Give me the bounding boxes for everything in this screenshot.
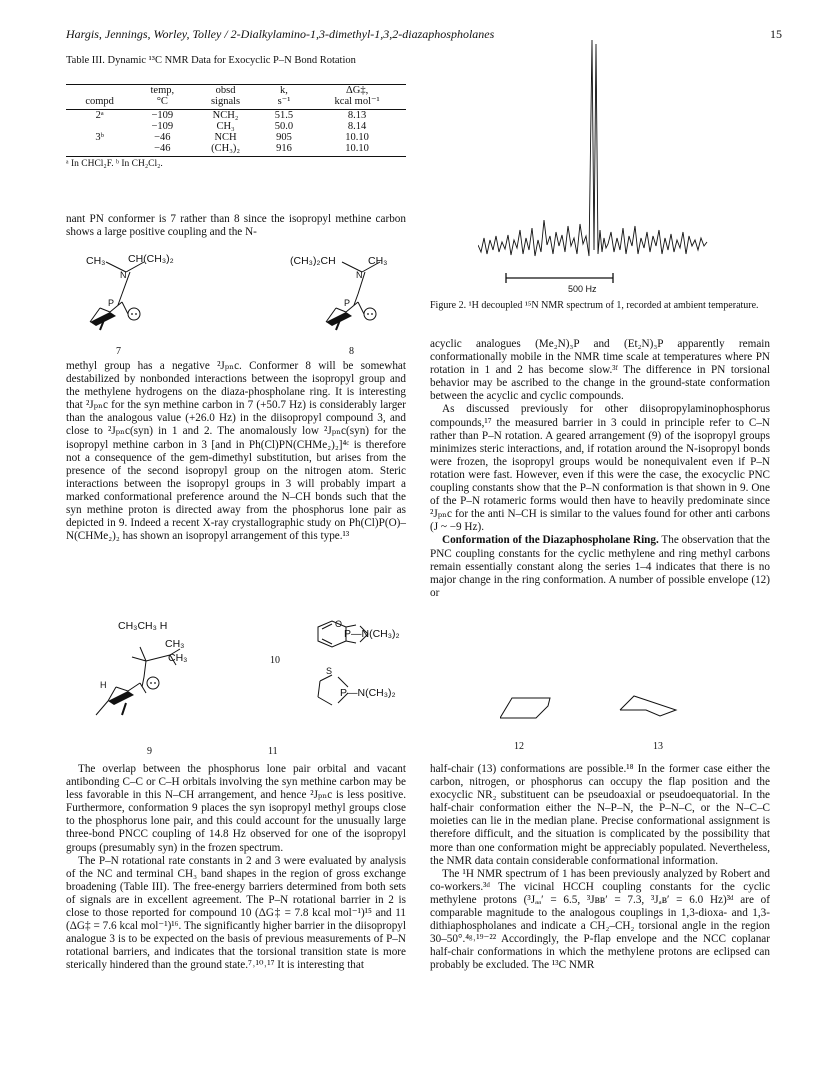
struct11-number: 11 xyxy=(268,746,278,757)
th-k-unit: s⁻¹ xyxy=(260,96,309,110)
paragraph: half-chair (13) conformations are possible.¹⁸ In the former case either the carbon, nitrogen, or phosphorus can occupy the flap position and the exocyclic NR₂ substituent can be pseudoaxial or pseudoequatorial. In the half-chair conformation either the N–P–N, the P–N–C, or the N–C–C moieties can lie in the median plane. Precise conformational assignment is therefore difficult, and the situation is complicated by the possibility that more than one conformation might be appreciably populated. Nevertheless, the NMR data contain considerable conformational information. xyxy=(430,763,770,867)
struct9-h: H xyxy=(100,680,107,690)
struct8-number: 8 xyxy=(349,346,354,357)
cell-temp: −46 xyxy=(133,143,191,157)
figure-caption: Figure 2. ¹H decoupled ¹⁵N NMR spectrum of 1, recorded at ambient temperature. xyxy=(430,300,759,311)
struct8-atom-n: N xyxy=(356,270,363,280)
structure-7 xyxy=(90,262,144,330)
table-row xyxy=(66,143,406,157)
table-caption: Table III. Dynamic ¹³C NMR Data for Exocyclic P–N Bond Rotation xyxy=(66,55,356,66)
paragraph: nant PN conformer is 7 rather than 8 since the isopropyl methine carbon shows a large positive coupling and the N- xyxy=(66,213,406,239)
struct7-number: 7 xyxy=(116,346,121,357)
struct8-sub-left: (CH₃)₂CH xyxy=(290,255,336,267)
left-col-para-1 xyxy=(66,213,406,239)
structures-12-13 xyxy=(500,690,740,730)
cell-compd xyxy=(66,121,133,132)
struct7-atom-n: N xyxy=(120,270,127,280)
structure-8 xyxy=(326,262,380,330)
paragraph xyxy=(430,534,770,599)
left-col-para-2 xyxy=(66,360,406,543)
cell-signals: NCH xyxy=(214,132,237,143)
table-row xyxy=(66,132,406,143)
spectrum-trace xyxy=(478,40,707,256)
cell-k: 50.0 xyxy=(274,121,294,132)
th-compd: compd xyxy=(66,96,133,110)
cell-temp: −109 xyxy=(151,110,174,121)
th-dg-unit: kcal mol⁻¹ xyxy=(308,96,406,110)
cell-signals: NCH₂ xyxy=(212,110,239,121)
th-dg: ΔG‡, xyxy=(308,85,406,97)
paragraph-body: The observation that the PNC coupling constants for the cyclic methylene and ring methyl carbons remain essentially constant along the series 1–4 indicates that there is no major change in the ring conformation. A number of possible envelope (12) or xyxy=(430,534,770,599)
th-temp: temp, xyxy=(133,85,191,97)
right-col-para-4-5 xyxy=(430,763,770,973)
struct12-number: 12 xyxy=(514,741,524,752)
scale-bar-label: 500 Hz xyxy=(568,284,597,294)
paragraph: The ¹H NMR spectrum of 1 has been previously analyzed by Robert and co-workers.³ᵈ The vicinal HCCH coupling constants for the cyclic methylene protons (³Jₐₐ′ = 6.5, ³Jʙʙ′ = 7.3, ³Jₐʙ′ = 6.0 Hz)³ᵈ are of comparable magnitude to the analogous couplings in 1,3-dioxa- and 1,3-dithiaphospholanes and indicate a CH₂–CH₂ torsional angle in the region 30–50°.⁴ᵍ˒¹⁹⁻²² Accordingly, the P-flap envelope and the NCC coplanar half-chair conformations in which the methylene protons are eclipsed can probably be excluded. The ¹³C NMR xyxy=(430,867,770,972)
struct10-number: 10 xyxy=(270,655,280,666)
cell-k: 51.5 xyxy=(274,110,294,121)
th-k: k, xyxy=(260,85,309,97)
paragraph: methyl group has a negative ²Jₚₙc. Conformer 8 will be somewhat destabilized by nonbonded interactions between the isopropyl group and the methylene hydrogens on the diaza-phospholane ring. It is interesting that ²Jₚₙc for the syn methine carbon in 7 (+50.7 Hz) is considerably larger than the analogous value (+26.0 Hz) in the diisopropyl compound 3, and close to ²Jₚₙc(syn) in 1 and 2. The anomalously low ²Jₚₙc(syn) for the isopropyl methine carbon in 3 [and in Ph(Cl)PN(CHMe₂)₂]⁴ᶜ is therefore not a consequence of the gem-dimethyl substitution, but arises from the presence of the second isopropyl group on the nitrogen atom. Steric interactions between the isopropyl groups in 3 will probably impart a marked conformational preference around the N–CH bonds such that the syn methine proton is directed away from the phosphorus lone pair as depicted in 9. Indeed a recent X-ray crystallographic study on Ph(Cl)P(O)–N(CHMe₂)₂ has shown an isopropyl arrangement of this type.¹³ xyxy=(66,360,406,543)
paragraph: The P–N rotational rate constants in 2 and 3 were evaluated by analysis of the NC and terminal CH₃ band shapes in the region of gross exchange broadening (Table III). The free-energy barriers determined from both sets of signals are in excellent agreement. The P–N rotational barrier in 2 is close to those reported for compound 10 (ΔG‡ = 7.8 kcal mol⁻¹)¹⁵ and 11 (ΔG‡ = 7.6 kcal mol⁻¹)¹⁶. The significantly higher barrier in the diisopropyl analogue 3 is to be expected on the basis of previous measurements of P–N rotational barriers, and indicates that the torsional transition state is more sterically hindered than the ground state.⁷˒¹⁰˒¹⁷ It is interesting that xyxy=(66,854,406,972)
th-compd-blank xyxy=(66,85,133,97)
cell-signals: (CH₃)₂ xyxy=(191,143,259,157)
cell-compd: 2ᵃ xyxy=(95,110,104,121)
cell-dg: 8.13 xyxy=(347,110,367,121)
table-row xyxy=(66,110,406,122)
struct9-ch3a: CH₃ xyxy=(165,638,185,650)
cell-compd xyxy=(66,143,133,157)
paragraph: acyclic analogues (Me₂N)₃P and (Et₂N)₃P apparently remain conformationally mobile in the NMR time scale at temperatures where PN rotation in 1 and 2 has become slow.³ᶠ The difference in PN torsional behavior may be ascribed to the change in the ground-state conformation between the acyclic and cyclic compounds. xyxy=(430,338,770,403)
cell-temp: −46 xyxy=(154,132,171,143)
th-obsd: obsd xyxy=(191,85,259,97)
struct10-o: O xyxy=(335,619,343,629)
cell-signals: CH₃ xyxy=(216,121,235,132)
th-temp-unit: °C xyxy=(133,96,191,110)
cell-temp: −109 xyxy=(151,121,174,132)
structure-13 xyxy=(620,696,676,716)
page-number: 15 xyxy=(770,27,782,41)
struct7-sub-right: CH(CH₃)₂ xyxy=(128,253,174,265)
left-col-para-3-4 xyxy=(66,763,406,973)
table-footnote: ᵃ In CHCl₂F. ᵇ In CH₂Cl₂. xyxy=(66,159,163,169)
struct9-number: 9 xyxy=(147,746,152,757)
struct10-group: P—N(CH₃)₂ xyxy=(344,628,400,640)
struct7-atom-p: P xyxy=(108,298,115,308)
running-title: Hargis, Jennings, Worley, Tolley / 2-Dialkylamino-1,3-dimethyl-1,3,2-diazaphospholanes xyxy=(66,27,495,41)
struct7-sub-left: CH₃ xyxy=(86,255,106,267)
structures-7-8 xyxy=(70,250,400,340)
cell-dg: 8.14 xyxy=(347,121,367,132)
struct9-ch3b: CH₃ xyxy=(168,652,188,664)
struct8-sub-right: CH₃ xyxy=(368,255,388,267)
table-iii xyxy=(66,84,406,169)
cell-compd: 3ᵇ xyxy=(95,132,104,143)
struct8-atom-p: P xyxy=(344,298,351,308)
cell-dg: 10.10 xyxy=(308,143,406,157)
cell-k: 905 xyxy=(276,132,292,143)
right-col-para-1-3 xyxy=(430,338,770,600)
th-obsd-2: signals xyxy=(191,96,259,110)
section-heading: Conformation of the Diazaphospholane Ring. xyxy=(442,534,659,547)
paragraph: The overlap between the phosphorus lone pair orbital and vacant antibonding C–C or C–H orbitals involving the syn methine carbon may be less favorable in this N–CH arrangement, and hence ²Jₚₙc is less positive. Furthermore, conformation 9 places the syn isopropyl methyl groups close to the phosphorus lone pair, and this could account for the unusually large three-bond PNCC coupling of 14.8 Hz observed for one of the isopropyl groups (presumably syn) in the frozen spectrum. xyxy=(66,763,406,854)
struct11-s: S xyxy=(326,666,333,676)
cell-k: 916 xyxy=(260,143,309,157)
struct11-group: P—N(CH₃)₂ xyxy=(340,687,396,699)
table-row xyxy=(66,121,406,132)
struct9-top: CH₃CH₃ H xyxy=(118,620,168,632)
paragraph: As discussed previously for other diisopropylaminophosphorus compounds,¹⁷ the measured barrier in 3 could in principle refer to C–N rather than P–N rotation. A geared arrangement (9) of the isopropyl groups minimizes steric interactions, and, if rotation around the N-isopropyl bonds were frozen, the isopropyl groups would be nonequivalent even if P–N rotation were fast. However, even if this were the case, the exocyclic PNC coupling constants show that the P–N conformation is that shown in 9. One of the P–N rotameric forms would then have to heavily predominate since ²Jₚₙc for the anti N–CH is similar to the values found for other anti carbons (J ~ −9 Hz). xyxy=(430,403,770,534)
figure-2-spectrum xyxy=(478,40,758,290)
structure-12 xyxy=(500,698,550,718)
struct13-number: 13 xyxy=(653,741,663,752)
cell-dg: 10.10 xyxy=(345,132,369,143)
